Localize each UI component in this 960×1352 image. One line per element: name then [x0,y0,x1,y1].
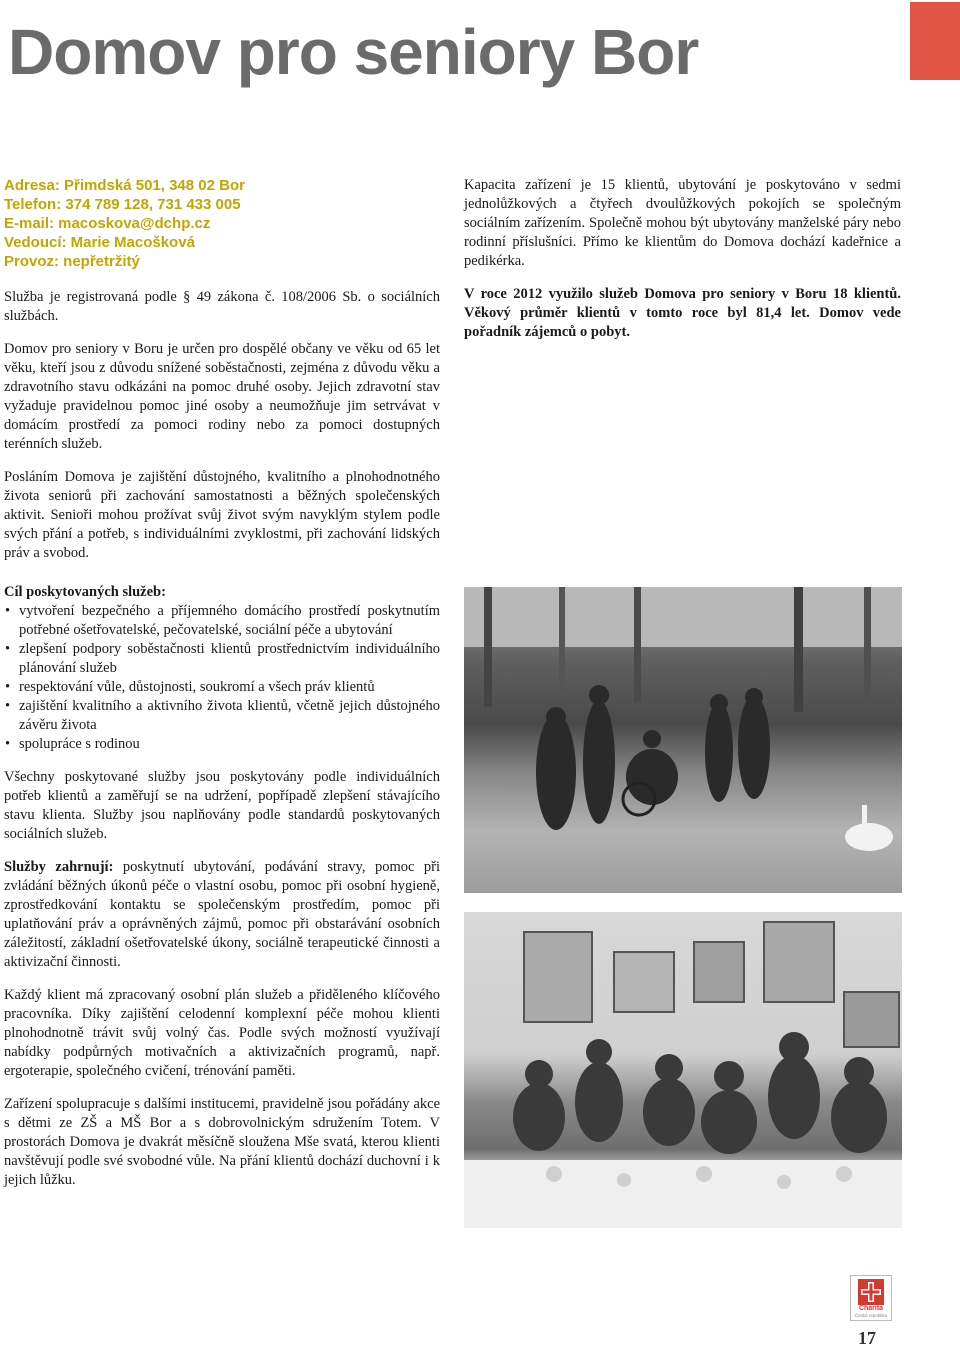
list-item: • zlepšení podpory soběstačnosti klientů prostřednictvím individuálního plánování služeb [4,640,440,678]
contact-phone: Telefon: 374 789 128, 731 433 005 [4,196,241,213]
list-item: • spolupráce s rodinou [4,735,440,754]
charita-cross-icon [858,1279,884,1305]
goals-list [4,602,440,754]
left-column-top [4,288,440,577]
page-tab-marker [910,2,960,80]
charita-logo-name: Charita [858,1305,884,1312]
page-title: Domov pro seniory Bor [8,16,699,88]
indoor-group-photo [464,912,902,1228]
individual-needs-paragraph: Všechny poskytované služby jsou poskytovány podle individuálních potřeb klientů a zaměřují se na udržení, popřípadě zlepšení stávajícího stavu klienta. Služby jsou naplňovány podle standardů poskytovaných sociálních služeb. [4,769,440,842]
list-item: • respektování vůle, důstojnosti, soukromí a všech práv klientů [4,678,440,697]
contact-address: Adresa: Přimdská 501, 348 02 Bor [4,177,245,194]
contact-operation: Provoz: nepřetržitý [4,253,140,270]
list-item: • zajištění kvalitního a aktivního života klientů, včetně jejich důstojného závěru života [4,697,440,735]
left-column-bottom [4,583,440,1204]
contact-director: Vedoucí: Marie Macošková [4,234,195,251]
right-column [464,176,901,356]
target-group-paragraph: Domov pro seniory v Boru je určen pro dospělé občany ve věku od 65 let věku, kteří jsou z důvodu snížené soběstačnosti, zejména z důvodu věku a zdravotního stavu odkázáni na pomoc druhé osoby. Jejich zdravotní stav vyžaduje pravidelnou pomoc jiné osoby a neumožňuje jim setrvávat v domácím prostředí za pomoci rodiny nebo za pomoci dostupných terénních služeb. [4,341,440,452]
contact-block [4,176,245,271]
indoor-photo-illustration [464,912,902,1228]
page-number: 17 [858,1328,876,1348]
services-paragraph [4,858,440,972]
charita-logo [850,1275,892,1321]
goals-title: Cíl poskytovaných služeb: [4,584,166,600]
statistics-paragraph: V roce 2012 využilo služeb Domova pro seniory v Boru 18 klientů. Věkový průměr klientů v tomto roce byl 81,4 let. Domov vede pořadník zájemců o pobyt. [464,286,901,340]
personal-plan-paragraph: Každý klient má zpracovaný osobní plán služeb a přiděleného klíčového pracovníka. Díky zajištění celodenní komplexní péče mohou klienti plnohodnotně trávit svůj volný čas. Podle svých možností využívají nabídky podpůrných motivačních a aktivizačních programů, např. ergoterapie, společného cvičení, trénování paměti. [4,987,440,1079]
charita-logo-sub: Česká republika [854,1313,888,1318]
mission-paragraph: Posláním Domova je zajištění důstojného, kvalitního a plnohodnotného života seniorů při zachování samostatnosti a běžných společenských aktivit. Senioři mohou prožívat svůj život svým navyklým stylem podle svých přání a potřeb, s individuálními zvyklostmi, při zachování lidských práv a svobod. [4,469,440,561]
outdoor-group-photo [464,587,902,893]
capacity-paragraph: Kapacita zařízení je 15 klientů, ubytování je poskytováno v sedmi jednolůžkových a čtyřech dvoulůžkových pokojích se společným sociálním zařízením. Společně mohou být ubytovány manželské páry nebo rodinní příslušníci. Přímo ke klientům do Domova dochází kadeřnice a pedikérka. [464,177,901,269]
list-item: • vytvoření bezpečného a příjemného domácího prostředí poskytnutím potřebné ošetřovatelské, pečovatelské, sociální péče a ubytování [4,602,440,640]
contact-email: E-mail: macoskova@dchp.cz [4,215,211,232]
services-text: poskytnutí ubytování, podávání stravy, pomoc při zvládání běžných úkonů péče o vlastní osobu, pomoc při osobní hygieně, zprostředkování kontaktu se společenským prostředím, pomoc při uplatňování práv a oprávněných zájmů, pomoc při obstarávání osobních záležitostí, základní ošetřovatelské úkony, sociálně terapeutické činnosti a aktivizační činnosti. [4,859,440,970]
outdoor-photo-illustration [464,587,902,893]
cooperation-paragraph: Zařízení spolupracuje s dalšími institucemi, pravidelně jsou pořádány akce s dětmi ze ZŠ a MŠ Bor a s dobrovolnickým sdružením Totem. V prostorách Domova je dvakrát měsíčně sloužena Mše svatá, kterou klienti navštěvují podle své svobodné vůle. Na přání klientů dochází duchovní i k jejich lůžku. [4,1096,440,1188]
registration-paragraph: Služba je registrovaná podle § 49 zákona č. 108/2006 Sb. o sociálních službách. [4,289,440,324]
services-label: Služby zahrnují: [4,859,114,875]
